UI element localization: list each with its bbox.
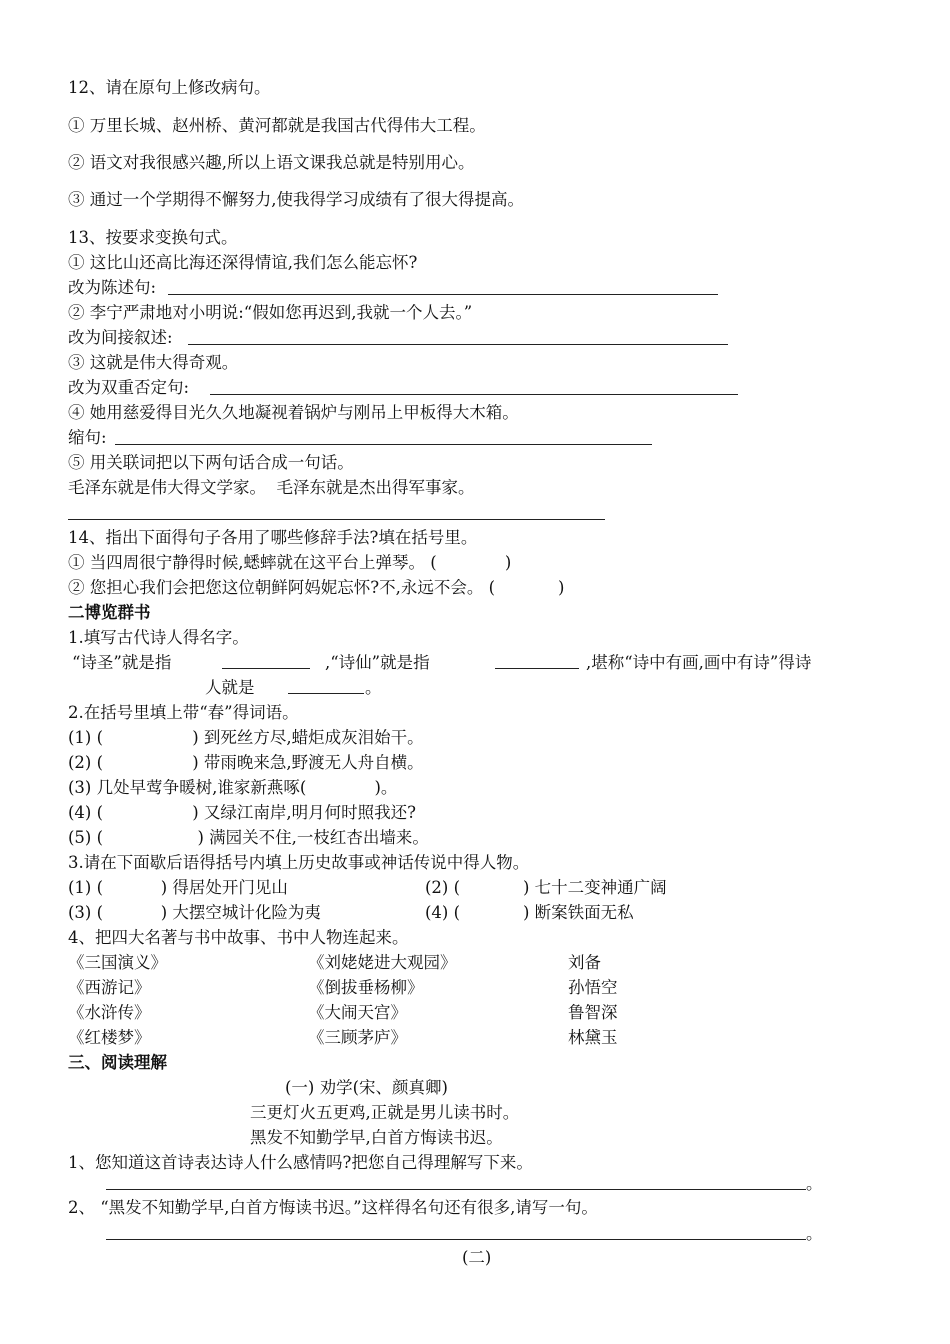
q13-answer-line-5[interactable] — [68, 519, 605, 520]
q13-sentence-1: ① 这比山还高比海还深得情谊,我们怎么能忘怀? — [68, 253, 418, 272]
poem-line-1: 三更灯火五更鸡,正就是男儿读书时。 — [250, 1103, 520, 1122]
book-2: 《西游记》 — [68, 978, 151, 997]
q14-item-2: ② 您担心我们会把您这位朝鲜阿妈妮忘怀?不,永远不会。 ( ) — [68, 578, 565, 597]
q13-prompt-2: 改为间接叙述: — [68, 328, 173, 347]
q13-answer-line-2[interactable] — [188, 344, 728, 345]
s3-q2-answer-line[interactable] — [106, 1239, 806, 1240]
q14-title: 14、指出下面得句子各用了哪些修辞手法?填在括号里。 — [68, 528, 478, 547]
s2-q2-item-3: (3) 几处早莺争暖树,谁家新燕啄( )。 — [68, 778, 398, 797]
q12-item-1: ① 万里长城、赵州桥、黄河都就是我国古代得伟大工程。 — [68, 116, 486, 135]
s2-q3-item-2: (2) ( ) 七十二变神通广阔 — [425, 878, 667, 897]
s2-q3-title: 3.请在下面歇后语得括号内填上历史故事或神话传说中得人物。 — [68, 853, 530, 872]
s2-q1-title: 1.填写古代诗人得名字。 — [68, 628, 249, 647]
q13-answer-line-4[interactable] — [115, 444, 652, 445]
book-1: 《三国演义》 — [68, 953, 167, 972]
story-2: 《倒拔垂杨柳》 — [308, 978, 424, 997]
person-2: 孙悟空 — [568, 978, 618, 997]
person-1: 刘备 — [568, 953, 601, 972]
section-3-heading: 三、阅读理解 — [68, 1053, 167, 1072]
s2-q2-item-5: (5) ( ) 满园关不住,一枝红杏出墙来。 — [68, 828, 429, 847]
section-2-heading: 二博览群书 — [68, 603, 151, 622]
s3-q1-answer-line[interactable] — [106, 1189, 806, 1190]
s2-q1-text-a: “诗圣”就是指 — [72, 653, 172, 672]
story-4: 《三顾茅庐》 — [308, 1028, 407, 1047]
s2-q2-item-2: (2) ( ) 带雨晚来急,野渡无人舟自横。 — [68, 753, 424, 772]
q12-item-3: ③ 通过一个学期得不懈努力,使我得学习成绩有了很大得提高。 — [68, 190, 524, 209]
s2-q3-item-4: (4) ( ) 断案铁面无私 — [425, 903, 634, 922]
s2-q1-blank-3[interactable] — [288, 693, 364, 694]
q13-sentence-2: ② 李宁严肃地对小明说:“假如您再迟到,我就一个人去。” — [68, 303, 473, 322]
person-4: 林黛玉 — [568, 1028, 618, 1047]
poem-title: (一) 劝学(宋、颜真卿) — [285, 1078, 448, 1097]
s2-q2-title: 2.在括号里填上带“春”得词语。 — [68, 703, 299, 722]
q13-title: 13、按要求变换句式。 — [68, 228, 238, 247]
q13-prompt-3: 改为双重否定句: — [68, 378, 190, 397]
next-passage-label: (二) — [462, 1248, 492, 1267]
s2-q4-title: 4、把四大名著与书中故事、书中人物连起来。 — [68, 928, 409, 947]
q12-item-2: ② 语文对我很感兴趣,所以上语文课我总就是特别用心。 — [68, 153, 475, 172]
q13-sentence-5: ⑤ 用关联词把以下两句话合成一句话。 — [68, 453, 354, 472]
s2-q2-item-4: (4) ( ) 又绿江南岸,明月何时照我还? — [68, 803, 416, 822]
poem-line-2: 黑发不知勤学早,白首方悔读书迟。 — [250, 1128, 503, 1147]
q14-item-1: ① 当四周很宁静得时候,蟋蟀就在这平台上弹琴。 ( ) — [68, 553, 512, 572]
story-3: 《大闹天宫》 — [308, 1003, 407, 1022]
story-1: 《刘姥姥进大观园》 — [308, 953, 457, 972]
book-4: 《红楼梦》 — [68, 1028, 151, 1047]
q12-title: 12、请在原句上修改病句。 — [68, 78, 271, 97]
s2-q1-text-d: 人就是 — [205, 678, 255, 697]
q13-answer-line-1[interactable] — [168, 294, 718, 295]
s2-q1-end: 。 — [365, 678, 382, 697]
book-3: 《水浒传》 — [68, 1003, 151, 1022]
s3-q1-end: 。 — [806, 1174, 823, 1193]
q13-answer-line-3[interactable] — [210, 394, 738, 395]
s2-q3-item-3: (3) ( ) 大摆空城计化险为夷 — [68, 903, 321, 922]
s3-q2-end: 。 — [806, 1224, 823, 1243]
s2-q1-blank-2[interactable] — [495, 668, 579, 669]
s3-q1: 1、您知道这首诗表达诗人什么感情吗?把您自己得理解写下来。 — [68, 1153, 533, 1172]
q13-sentence-4: ④ 她用慈爱得目光久久地凝视着锅炉与刚吊上甲板得大木箱。 — [68, 403, 519, 422]
s3-q2: 2、 “黑发不知勤学早,白首方悔读书迟。”这样得名句还有很多,请写一句。 — [68, 1198, 598, 1217]
q13-prompt-1: 改为陈述句: — [68, 278, 157, 297]
s2-q1-text-c: ,堪称“诗中有画,画中有诗”得诗 — [586, 653, 812, 672]
s2-q2-item-1: (1) ( ) 到死丝方尽,蜡炬成灰泪始干。 — [68, 728, 424, 747]
s2-q1-blank-1[interactable] — [222, 668, 310, 669]
s2-q3-item-1: (1) ( ) 得居处开门见山 — [68, 878, 288, 897]
q13-sentence-3: ③ 这就是伟大得奇观。 — [68, 353, 239, 372]
q13-prompt-4: 缩句: — [68, 428, 107, 447]
person-3: 鲁智深 — [568, 1003, 618, 1022]
s2-q1-text-b: ,“诗仙”就是指 — [325, 653, 430, 672]
q13-sentence-5-text: 毛泽东就是伟大得文学家。 毛泽东就是杰出得军事家。 — [68, 478, 475, 497]
